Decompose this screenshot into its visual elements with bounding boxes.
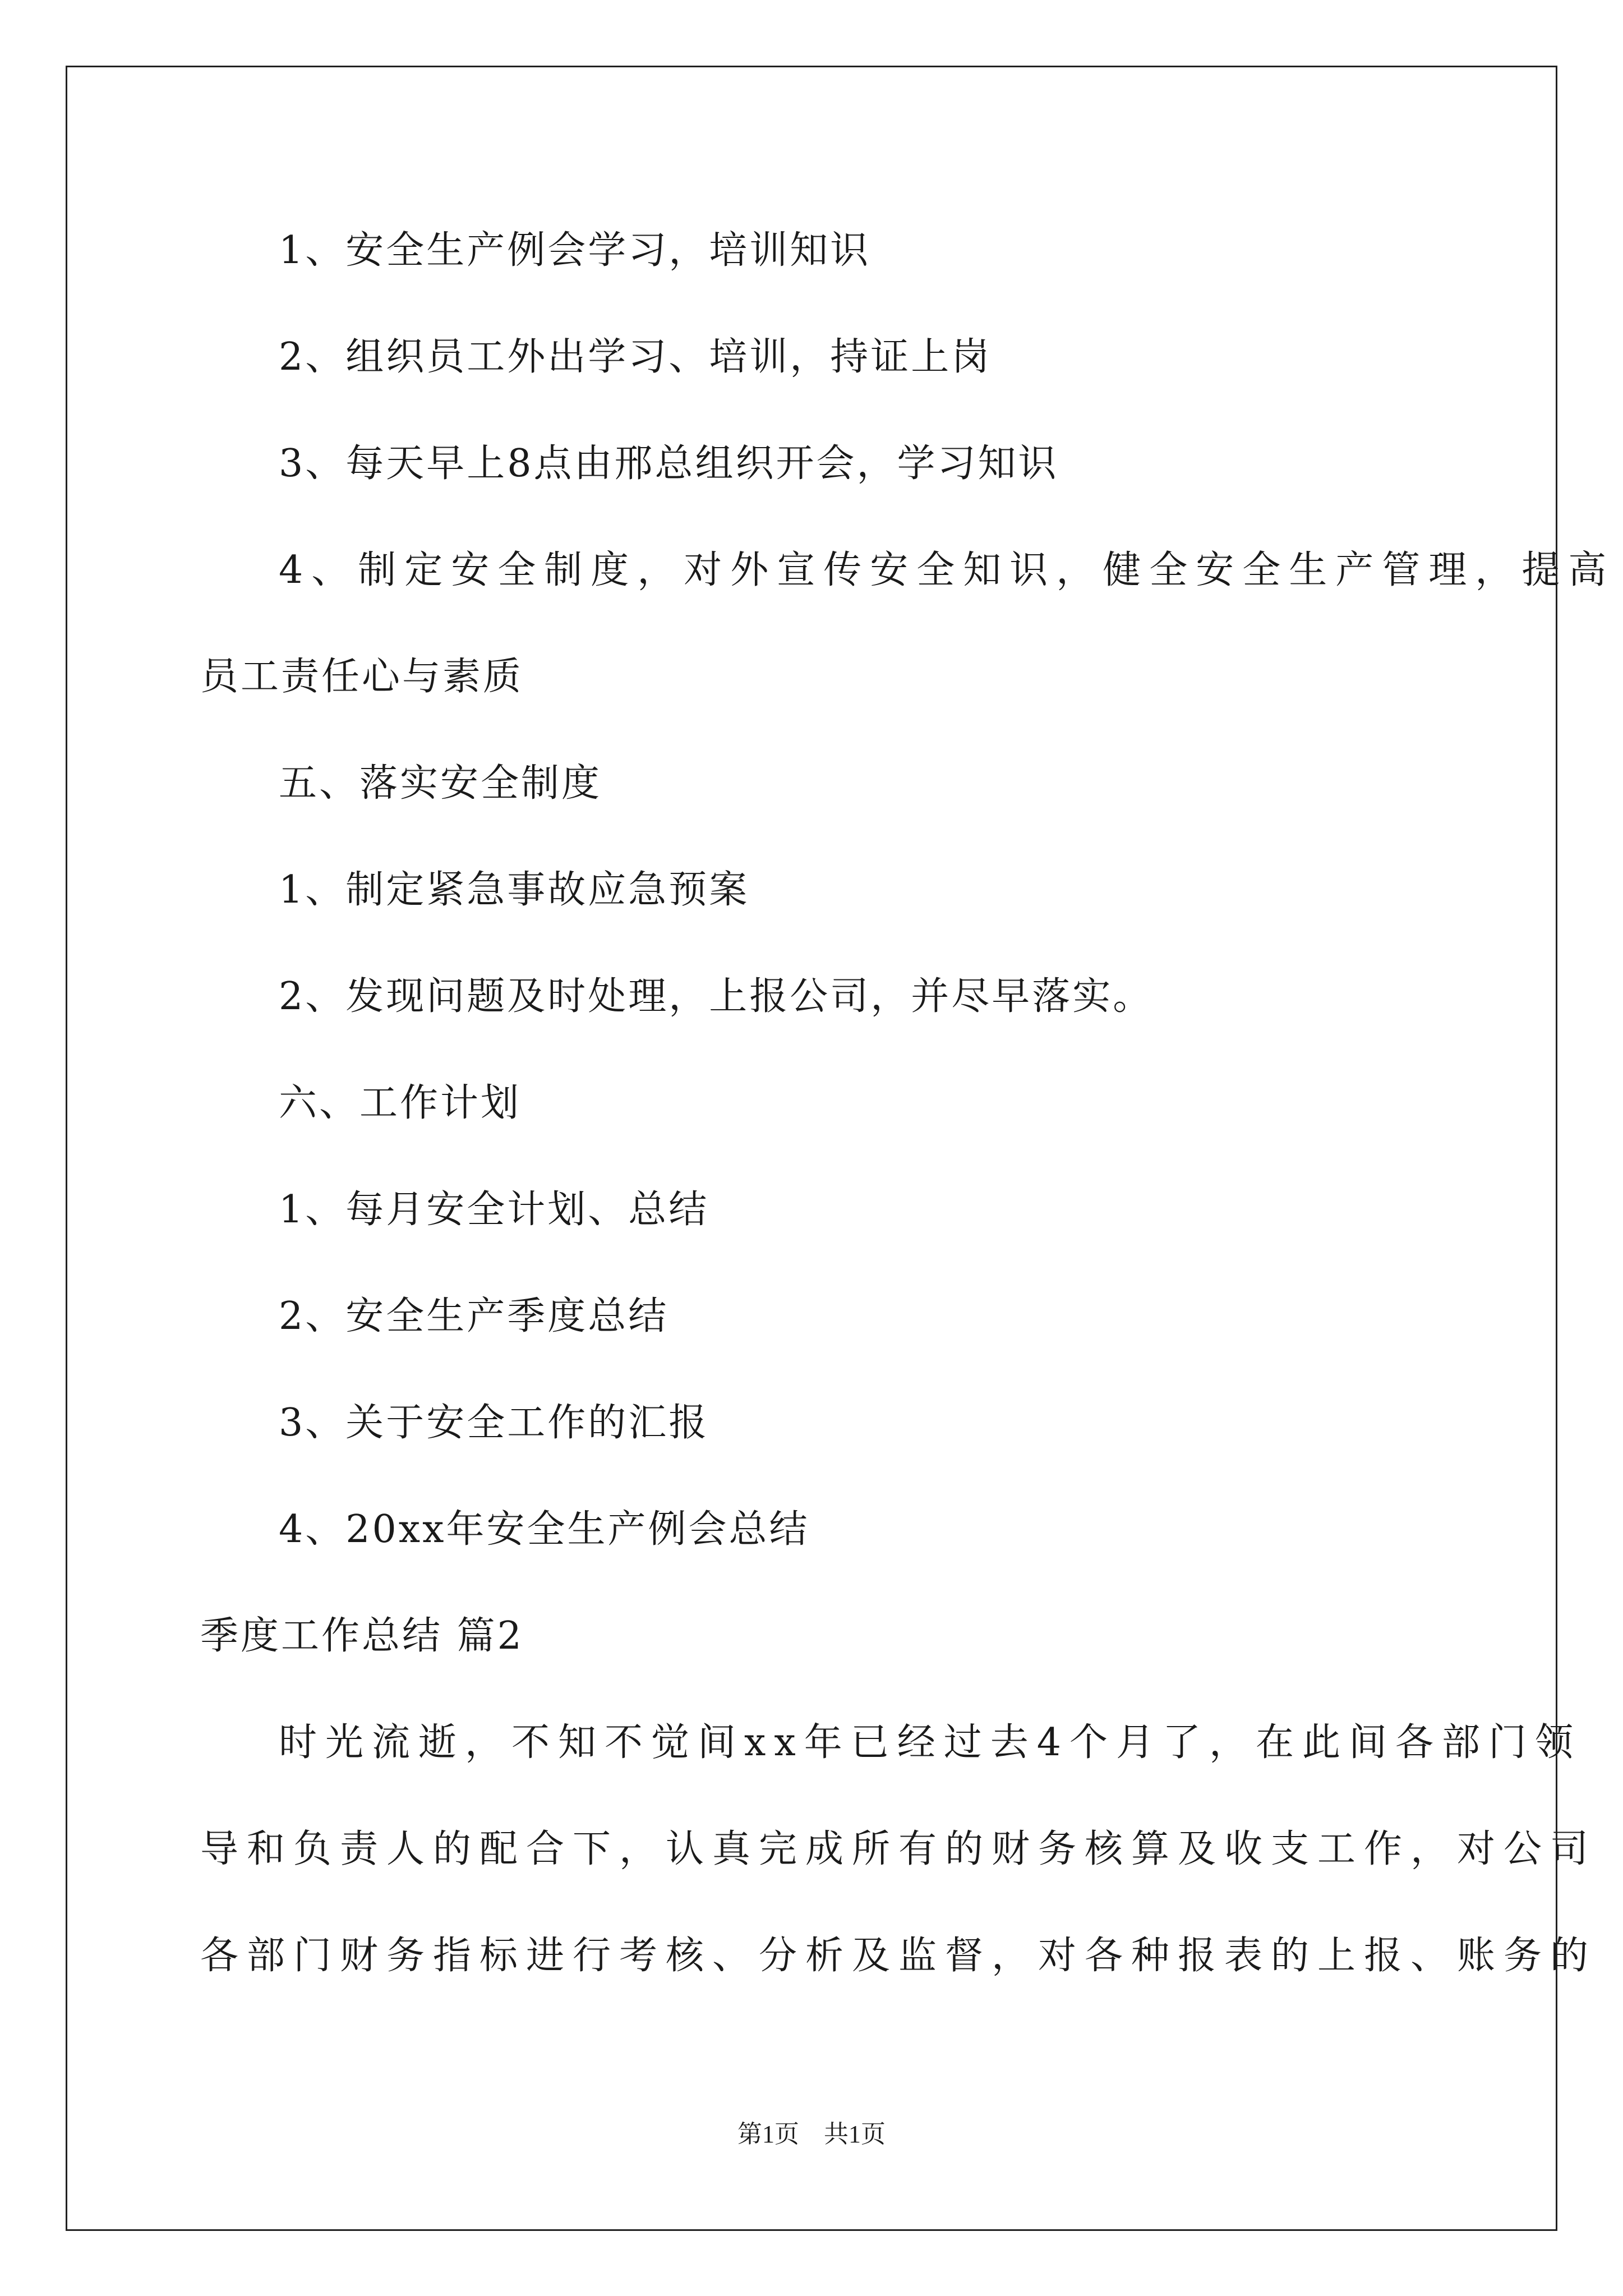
text-line: 各部门财务指标进行考核、分析及监督，对各种报表的上报、账务的 bbox=[200, 1934, 1597, 1978]
text-line: 1、每月安全计划、总结 bbox=[279, 1188, 709, 1232]
text-line: 导和负责人的配合下，认真完成所有的财务核算及收支工作，对公司 bbox=[200, 1827, 1597, 1871]
text-line: 2、安全生产季度总结 bbox=[279, 1294, 669, 1338]
page-border bbox=[66, 66, 1557, 2231]
text-line: 2、组织员工外出学习、培训，持证上岗 bbox=[279, 335, 992, 379]
text-line: 3、每天早上8点由邢总组织开会，学习知识 bbox=[279, 441, 1059, 486]
text-line: 1、制定紧急事故应急预案 bbox=[279, 868, 750, 912]
section-heading: 五、落实安全制度 bbox=[279, 761, 602, 806]
page-number: 第1页 共1页 bbox=[737, 2120, 886, 2148]
text-line: 2、发现问题及时处理，上报公司，并尽早落实。 bbox=[279, 974, 1154, 1019]
text-line: 4、制定安全制度，对外宣传安全知识，健全安全生产管理，提高 bbox=[279, 548, 1615, 592]
section-heading: 六、工作计划 bbox=[279, 1081, 522, 1125]
text-line: 4、20xx年安全生产例会总结 bbox=[279, 1507, 810, 1552]
text-line: 1、安全生产例会学习，培训知识 bbox=[279, 228, 871, 273]
text-line: 时光流逝，不知不觉间xx年已经过去4个月了，在此间各部门领 bbox=[279, 1720, 1581, 1765]
text-line: 3、关于安全工作的汇报 bbox=[279, 1401, 709, 1445]
text-line: 员工责任心与素质 bbox=[200, 655, 524, 699]
article-title: 季度工作总结 篇2 bbox=[200, 1614, 524, 1658]
